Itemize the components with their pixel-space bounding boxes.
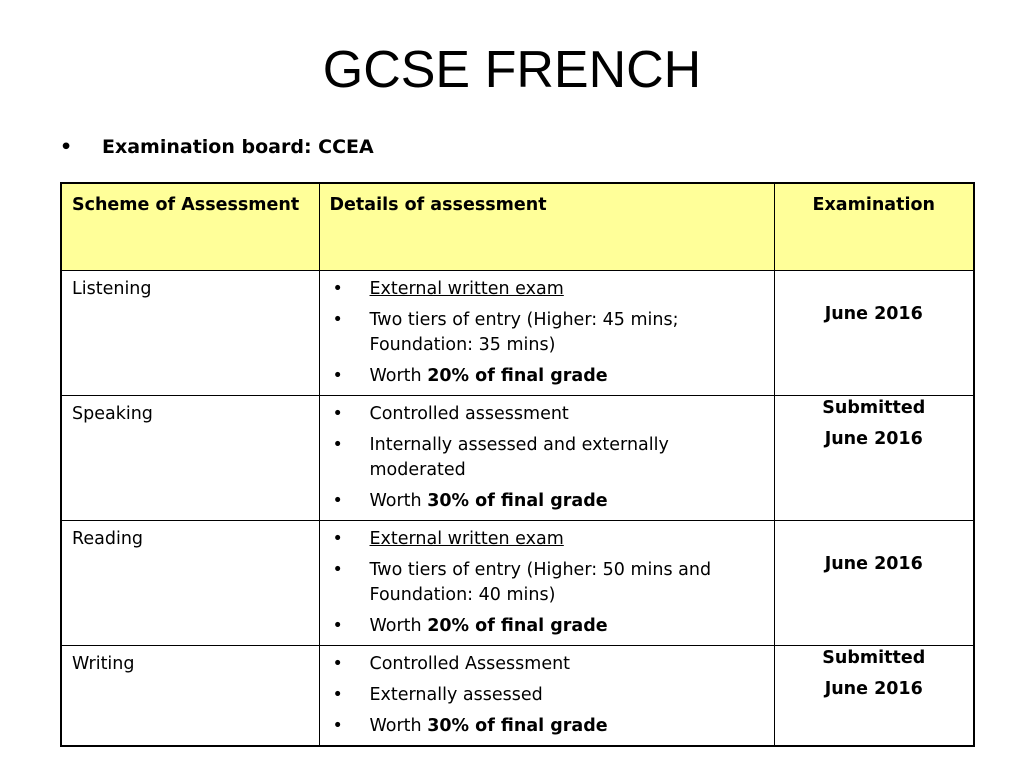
list-item <box>330 277 764 302</box>
table-row <box>61 396 974 521</box>
exam-line1 <box>775 521 974 552</box>
details-list <box>320 521 774 639</box>
bullet-glyph: • <box>332 435 343 455</box>
detail-prefix: Worth <box>369 616 428 636</box>
detail-text: Controlled Assessment <box>369 654 571 674</box>
exam-line2: June 2016 <box>824 554 923 574</box>
list-item <box>330 402 764 427</box>
exam-line1: Submitted <box>822 648 926 668</box>
detail-text: External written exam <box>369 279 564 299</box>
detail-text: Controlled assessment <box>369 404 569 424</box>
detail-prefix: Worth <box>369 491 428 511</box>
slide-title: GCSE FRENCH <box>322 41 702 99</box>
bullet-glyph: • <box>332 491 343 511</box>
list-item <box>330 714 764 739</box>
bullet-glyph: • <box>332 366 343 386</box>
details-list <box>320 396 774 514</box>
scheme-cell: Reading <box>61 521 319 646</box>
assessment-table <box>60 182 975 747</box>
table-row <box>61 271 974 396</box>
scheme-cell: Listening <box>61 271 319 396</box>
bullet-glyph: • <box>332 404 343 424</box>
detail-text: Externally assessed <box>369 685 543 705</box>
list-item <box>330 652 764 677</box>
detail-text: Internally assessed and externally moderated <box>369 435 669 480</box>
header-examination: Examination <box>774 183 974 271</box>
bullet-glyph: • <box>332 279 343 299</box>
exam-board-bullet <box>60 134 374 160</box>
bullet-glyph: • <box>332 310 343 330</box>
detail-prefix: Worth <box>369 366 428 386</box>
detail-weight: 30% of final grade <box>427 491 608 511</box>
details-cell <box>319 521 774 646</box>
table-row <box>61 521 974 646</box>
detail-prefix: Worth <box>369 716 428 736</box>
bullet-glyph: • <box>332 716 343 736</box>
exam-cell <box>774 271 974 396</box>
table-header-row <box>61 183 974 271</box>
list-item <box>330 364 764 389</box>
detail-weight: 20% of final grade <box>427 366 608 386</box>
detail-text: Two tiers of entry (Higher: 45 mins; Foundation: 35 mins) <box>369 310 679 355</box>
detail-text: External written exam <box>369 529 564 549</box>
detail-weight: 30% of final grade <box>427 716 608 736</box>
header-scheme: Scheme of Assessment <box>61 183 319 271</box>
list-item <box>330 489 764 514</box>
bullet-glyph: • <box>60 136 73 158</box>
exam-line2: June 2016 <box>824 679 923 699</box>
list-item <box>330 614 764 639</box>
exam-line2: June 2016 <box>824 429 923 449</box>
exam-line1: Submitted <box>822 398 926 418</box>
scheme-cell: Writing <box>61 646 319 747</box>
exam-cell <box>774 646 974 747</box>
detail-weight: 20% of final grade <box>427 616 608 636</box>
details-cell <box>319 646 774 747</box>
details-cell <box>319 271 774 396</box>
list-item <box>330 558 764 608</box>
bullet-glyph: • <box>332 654 343 674</box>
exam-cell <box>774 396 974 521</box>
list-item <box>330 527 764 552</box>
exam-cell <box>774 521 974 646</box>
detail-text: Two tiers of entry (Higher: 50 mins and Foundation: 40 mins) <box>369 560 712 605</box>
exam-board-text: Examination board: CCEA <box>102 136 374 158</box>
list-item <box>330 308 764 358</box>
header-details: Details of assessment <box>319 183 774 271</box>
scheme-cell: Speaking <box>61 396 319 521</box>
details-list <box>320 271 774 389</box>
exam-line2: June 2016 <box>824 304 923 324</box>
bullet-glyph: • <box>332 560 343 580</box>
details-list <box>320 646 774 739</box>
list-item <box>330 433 764 483</box>
details-cell <box>319 396 774 521</box>
bullet-glyph: • <box>332 529 343 549</box>
bullet-glyph: • <box>332 685 343 705</box>
exam-line1 <box>775 271 974 302</box>
bullet-glyph: • <box>332 616 343 636</box>
table-row <box>61 646 974 747</box>
list-item <box>330 683 764 708</box>
